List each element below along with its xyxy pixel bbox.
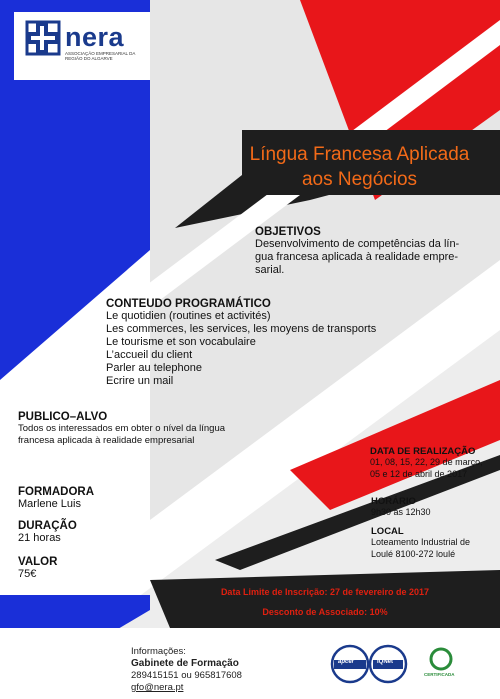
course-title-line2: aos Negócios xyxy=(301,169,418,190)
valor-value: 75€ xyxy=(18,568,37,580)
objetivos-heading: OBJETIVOS xyxy=(255,226,321,238)
formadora-value: Marlene Luis xyxy=(18,498,81,510)
objetivos-line: gua francesa aplicada à realidade empre- xyxy=(255,251,459,263)
publico-line: francesa aplicada à realidade empresarial xyxy=(18,434,195,446)
conteudo-heading: CONTEUDO PROGRAMÁTICO xyxy=(106,298,271,310)
footer-phones: 289415151 ou 965817608 xyxy=(131,670,242,681)
formadora-section xyxy=(18,486,94,511)
publico-heading: PUBLICO–ALVO xyxy=(18,411,108,423)
local-section xyxy=(371,526,496,560)
bottom-banner-shape xyxy=(150,570,500,628)
conteudo-item: Parler au telephone xyxy=(106,362,203,374)
conteudo-item: L’accueil du client xyxy=(106,349,193,361)
nera-cross-icon xyxy=(27,22,59,54)
data-realizacao-line: 05 e 12 de abril de 2017 xyxy=(370,468,468,479)
course-title xyxy=(242,142,477,192)
footer-email[interactable]: gfo@nera.pt xyxy=(131,682,184,693)
duracao-value: 21 horas xyxy=(18,532,61,544)
local-line: Loteamento Industrial de xyxy=(371,537,471,547)
objetivos-section xyxy=(255,226,480,277)
certificada-label: CERTIFICADA xyxy=(424,672,455,677)
objetivos-line: Desenvolvimento de competências da lín- xyxy=(255,238,460,250)
conteudo-item: Ecrire un mail xyxy=(106,375,174,387)
horario-section xyxy=(371,496,431,519)
valor-heading: VALOR xyxy=(18,556,58,568)
publico-section xyxy=(18,411,288,446)
apcer-label: apcer xyxy=(338,659,355,665)
data-realizacao-section xyxy=(370,446,495,480)
publico-line: Todos os interessados em obter o nível da língua xyxy=(18,423,226,434)
iqnet-label: IQNet xyxy=(377,659,394,665)
horario-heading: HORÁRIO xyxy=(371,496,416,507)
footer-area xyxy=(0,628,500,699)
footer-info-label: Informações: xyxy=(131,646,186,657)
data-realizacao-line: 01, 08, 15, 22, 29 de março, xyxy=(370,457,483,467)
objetivos-line: sarial. xyxy=(255,264,285,276)
discount-text: Desconto de Associado: 10% xyxy=(262,607,388,617)
conteudo-item: Le tourisme et son vocabulaire xyxy=(106,336,256,348)
footer-dept: Gabinete de Formação xyxy=(131,658,239,669)
valor-section xyxy=(18,556,57,581)
conteudo-item: Le quotidien (routines et activités) xyxy=(106,310,271,322)
logo-subtitle: ASSOCIAÇÃO EMPRESARIAL DA REGIÃO DO ALGARVE xyxy=(65,51,136,61)
duracao-section xyxy=(18,520,77,545)
duracao-heading: DURAÇÃO xyxy=(18,520,77,532)
footer-contact xyxy=(131,646,242,694)
conteudo-section xyxy=(106,298,436,388)
deadline-text: Data Limite de Inscrição: 27 de fevereiro de 2017 xyxy=(220,587,430,597)
local-heading: LOCAL xyxy=(371,526,404,537)
logo-wordmark: nera xyxy=(65,22,125,52)
local-line: Loulé 8100-272 loulé xyxy=(371,548,456,559)
formadora-heading: FORMADORA xyxy=(18,486,95,498)
course-title-line1: Língua Francesa Aplicada xyxy=(249,144,470,165)
data-realizacao-heading: DATA DE REALIZAÇÃO xyxy=(370,446,476,457)
horario-value: 9h30 às 12h30 xyxy=(371,507,431,517)
conteudo-item: Les commerces, les services, les moyens de transports xyxy=(106,323,377,335)
